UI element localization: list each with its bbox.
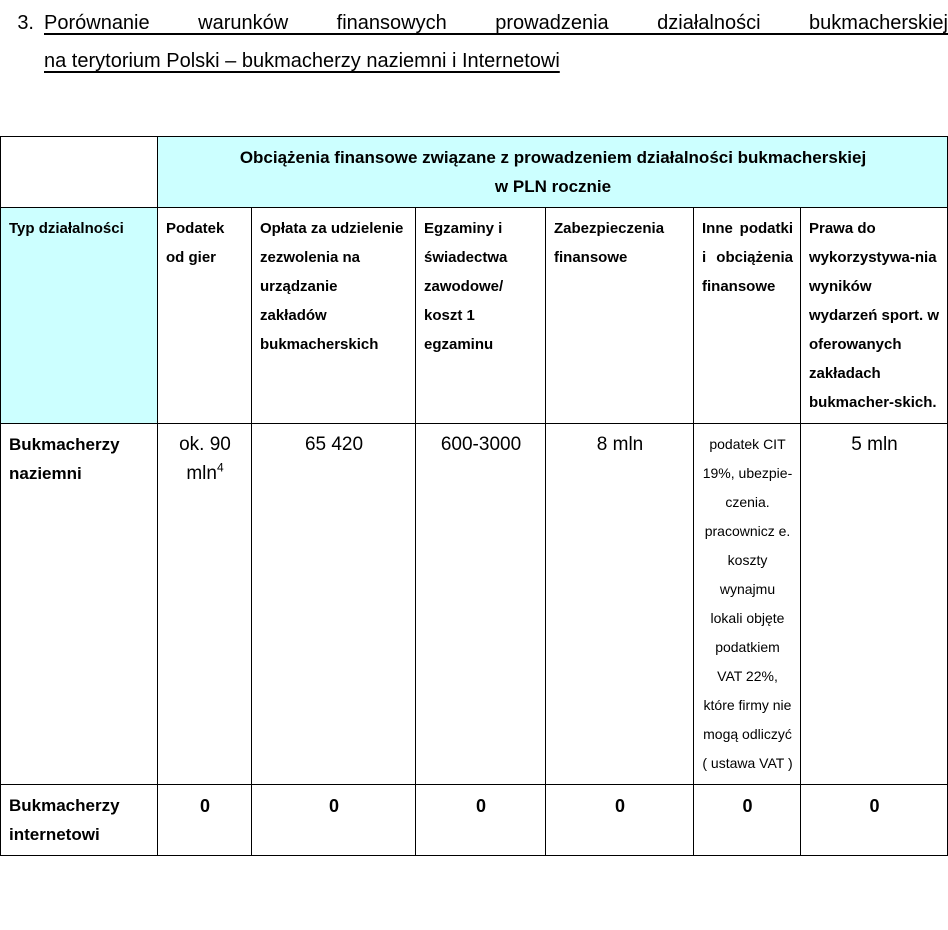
document-heading [0, 4, 948, 80]
column-header-egzaminy: Egzaminy i świadectwa zawodowe/ koszt 1 egzaminu [416, 208, 546, 424]
cell-naziemni-zabezpieczenia: 8 mln [546, 424, 694, 785]
row-label-bukmacherzy-internetowi: Bukmacherzy internetowi [1, 785, 158, 856]
cell-internetowi-podatek-od-gier: 0 [158, 785, 252, 856]
column-header-typ: Typ działalności [1, 208, 158, 424]
comparison-table-wrap [0, 136, 948, 856]
column-header-inne-podatki: Inne podatki i obciążenia finansowe [694, 208, 801, 424]
spanning-header-line-1: Obciążenia finansowe związane z prowadzeniem działalności bukmacherskiej [239, 148, 867, 167]
cell-internetowi-oplata-zezwolenie: 0 [252, 785, 416, 856]
heading-line-2: na terytorium Polski – bukmacherzy naziemni i Internetowi [44, 50, 560, 72]
spanning-header-line-2: w PLN rocznie [494, 177, 612, 196]
cell-naziemni-oplata-zezwolenie: 65 420 [252, 424, 416, 785]
footnote-marker: 4 [216, 460, 224, 475]
heading-line-2-wrap [44, 42, 948, 80]
cell-internetowi-egzaminy: 0 [416, 785, 546, 856]
cell-naziemni-podatek-od-gier [158, 424, 252, 785]
row-label-bukmacherzy-naziemni: Bukmacherzy naziemni [1, 424, 158, 785]
cell-naziemni-inne-podatki: podatek CIT 19%, ubezpie-czenia. pracownicz e. koszty wynajmu lokali objęte podatkiem VAT 22%, które firmy nie mogą odliczyć ( ustawa VAT ) [694, 424, 801, 785]
table-row [1, 785, 948, 856]
column-header-oplata-zezwolenie: Opłata za udzielenie zezwolenia na urządzanie zakładów bukmacherskich [252, 208, 416, 424]
cell-naziemni-egzaminy: 600-3000 [416, 424, 546, 785]
heading-text [44, 4, 948, 80]
cell-value: ok. 90 mln [179, 434, 231, 484]
column-header-prawa-do-wykorzystywania: Prawa do wykorzystywa-nia wyników wydarzeń sport. w oferowanych zakładach bukmacher-skich. [801, 208, 948, 424]
comparison-table [0, 136, 948, 856]
cell-naziemni-prawa-do-wykorzystywania: 5 mln [801, 424, 948, 785]
column-header-zabezpieczenia: Zabezpieczenia finansowe [546, 208, 694, 424]
cell-internetowi-inne-podatki: 0 [694, 785, 801, 856]
cell-internetowi-zabezpieczenia: 0 [546, 785, 694, 856]
table-row [1, 424, 948, 785]
column-header-podatek-od-gier: Podatek od gier [158, 208, 252, 424]
empty-corner-cell [1, 137, 158, 208]
heading-line-1: Porównanie warunków finansowych prowadzenia działalności bukmacherskiej [44, 12, 948, 34]
table-header-span-row [1, 137, 948, 208]
heading-number: 3. [17, 12, 34, 34]
cell-internetowi-prawa-do-wykorzystywania: 0 [801, 785, 948, 856]
table-column-header-row [1, 208, 948, 424]
heading-row [0, 4, 948, 80]
table-spanning-header [158, 137, 948, 208]
